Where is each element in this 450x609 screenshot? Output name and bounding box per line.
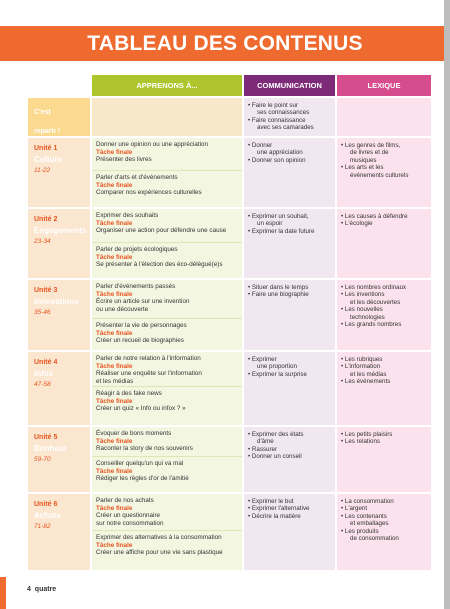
bullet: • [341,431,344,438]
lexique-item [341,520,428,527]
header-lexique: LEXIQUE [337,75,431,96]
communication-item [248,213,332,220]
learn-block [92,170,242,197]
final-task-label: Tâche finale [96,541,133,549]
lexique-text: Les nouvelles [344,306,383,314]
communication-item [248,498,332,505]
objective-text: Parler d'arts et d'événements [96,174,178,181]
communication-list [244,209,335,235]
page-number: 4 [27,586,31,593]
learn-cell [92,98,242,136]
communication-text: Exprimer la date future [251,227,315,235]
communication-cell [244,280,335,350]
lexique-text: et les médias [350,370,387,378]
learn-block [92,386,242,413]
learn-cell [92,427,242,492]
communication-list [244,427,335,461]
final-task-text: Créer un questionnaire [96,512,161,520]
final-task-text: et les médias [96,377,134,385]
learn-block [92,530,242,557]
learn-block [92,456,242,483]
communication-item [248,505,332,512]
bullet: • [341,498,344,505]
learn-block [92,352,242,385]
communication-item [248,356,332,363]
communication-text: Situer dans le temps [251,284,309,291]
final-task-text: Créer une affiche pour une vie sans plastique [96,549,223,557]
lexique-item [341,314,428,321]
communication-text: Faire connaissance [251,116,306,124]
lexique-list [337,138,431,179]
communication-list [244,280,335,299]
bullet: • [248,284,251,291]
communication-text: une proportion [257,363,297,371]
final-task-text: ou une découverte [96,305,149,313]
unit-name: Engagements [34,226,87,235]
final-task-label: Tâche finale [96,148,133,156]
unit-pages: 71-82 [34,523,51,530]
communication-item [248,371,332,378]
lexique-item [341,142,428,149]
lexique-text: technologies [350,313,385,321]
lexique-text: Les causes à défendre [344,213,408,220]
final-task-label: Tâche finale [96,219,133,227]
unit-cell [28,427,90,492]
final-task-label: Tâche finale [96,362,133,370]
bullet: • [248,156,251,164]
lexique-text: Les inventions [344,291,385,299]
communication-item [248,142,332,149]
unit-name: Infos [34,369,54,378]
communication-item [248,453,332,460]
communication-item [248,363,332,370]
communication-item [248,157,332,164]
lexique-text: Les relations [344,438,380,446]
communication-text: Exprimer le but [251,498,294,505]
bullet: • [248,142,251,149]
lexique-text: musiques [350,156,377,164]
communication-item [248,109,332,116]
lexique-item [341,213,428,220]
learn-block [92,280,242,313]
unit-title-line2: reparti ! [34,128,61,135]
lexique-text: Les contenants [344,512,387,520]
communication-item [248,220,332,227]
unit-pages: 23-34 [34,238,51,245]
final-task-text: Se présenter à l'élection des éco-délégué(e)s [96,261,223,269]
lexique-text: L'écologie [344,220,373,228]
bullet: • [341,321,344,329]
objective-text: Parler de projets écologiques [96,246,178,253]
communication-item [248,446,332,453]
lexique-text: Les grands nombres [344,321,402,329]
lexique-text: et emballages [350,520,389,528]
final-task-text: Réaliser une enquête sur l'information [96,370,202,378]
lexique-list [337,98,431,102]
final-task-label: Tâche finale [96,504,133,512]
learn-cell [92,209,242,278]
page-footer [27,586,56,593]
bullet: • [248,498,251,505]
lexique-item [341,498,428,505]
page-edge [444,0,450,609]
lexique-text: et les découvertes [350,298,401,306]
lexique-text: Les genres de films, [344,142,401,149]
communication-cell [244,138,335,207]
final-task-label: Tâche finale [96,329,133,337]
communication-text: Exprimer [251,356,277,363]
footer-accent [0,577,6,609]
bullet: • [341,378,344,386]
communication-item [248,149,332,156]
learn-cell [92,280,242,350]
lexique-list [337,280,431,328]
lexique-text: Les rubriques [344,356,383,363]
lexique-text: L'information [344,363,381,371]
communication-text: Exprimer un souhait, [251,213,309,220]
unit-title: Unité 4 [34,359,58,366]
bullet: • [248,356,251,363]
unit-cell [28,138,90,207]
lexique-item [341,438,428,445]
lexique-cell [337,427,431,492]
final-task-text: Présenter des livres [96,156,152,164]
final-task-label: Tâche finale [96,253,133,261]
lexique-item [341,321,428,328]
lexique-list [337,427,431,446]
unit-title: Unité 6 [34,501,58,508]
communication-item [248,513,332,520]
communication-item [248,284,332,291]
final-task-label: Tâche finale [96,290,133,298]
lexique-cell [337,494,431,570]
unit-title: Unité 2 [34,216,58,223]
lexique-list [337,494,431,542]
final-task-label: Tâche finale [96,467,133,475]
unit-title: C'est [34,109,51,116]
learn-block [92,427,242,453]
lexique-item [341,535,428,542]
unit-name: Bonheur [34,444,67,453]
unit-cell [28,209,90,278]
communication-cell [244,494,335,570]
lexique-text: L'argent [344,505,368,513]
bullet: • [248,505,251,513]
bullet: • [341,363,344,371]
lexique-item [341,363,428,370]
learn-block [92,138,242,164]
lexique-text: de consommation [350,535,399,543]
bullet: • [248,453,251,461]
lexique-item [341,528,428,535]
communication-text: une appréciation [257,149,303,157]
lexique-text: Les nombres ordinaux [344,284,407,291]
lexique-list [337,352,431,386]
header-communication: COMMUNICATION [244,75,335,96]
objective-text: Exprimer des souhaits [96,212,159,219]
unit-pages: 59-70 [34,456,51,463]
unit-title: Unité 1 [34,145,58,152]
communication-text: Donner [251,142,273,149]
lexique-text: Les produits [344,527,379,535]
bullet: • [341,306,344,314]
bullet: • [341,164,344,172]
communication-text: d'âme [257,438,274,446]
final-task-text: Raconter la story de nos souvenirs [96,445,193,453]
learn-block [92,242,242,269]
bullet: • [248,227,251,235]
learn-cell [92,494,242,570]
communication-text: avec ses camarades [257,124,314,132]
bullet: • [248,445,251,453]
communication-cell [244,209,335,278]
lexique-text: Les événements [344,378,391,386]
unit-pages: 11-22 [34,167,51,174]
objective-text: Exprimer des alternatives à la consommation [96,534,222,541]
objective-text: Présenter la vie de personnages [96,322,187,329]
communication-item [248,228,332,235]
lexique-item [341,378,428,385]
objective-text: Réagir à des fake news [96,390,162,397]
objective-text: Parler de notre relation à l'information [96,355,201,362]
bullet: • [341,438,344,446]
communication-item [248,102,332,109]
learn-block [92,318,242,345]
communication-text: Faire le point sur [251,102,298,109]
communication-item [248,124,332,131]
unit-pages: 47-58 [34,381,51,388]
final-task-text: Organiser une action pour défendre une cause [96,227,227,235]
bullet: • [248,116,251,124]
lexique-cell [337,98,431,136]
bullet: • [248,370,251,378]
unit-cell [28,494,90,570]
lexique-item [341,431,428,438]
final-task-text: sur notre consommation [96,519,164,527]
communication-text: Décrire la matière [251,512,301,520]
communication-cell [244,352,335,425]
page-word: quatre [34,586,57,593]
communication-text: Donner son opinion [251,156,306,164]
bullet: • [341,142,344,149]
bullet: • [341,505,344,513]
final-task-label: Tâche finale [96,181,133,189]
communication-text: ses connaissances [257,109,310,117]
bullet: • [341,220,344,228]
learn-cell [92,352,242,425]
lexique-text: La consommation [344,498,394,505]
lexique-item [341,299,428,306]
bullet: • [341,527,344,535]
lexique-cell [337,138,431,207]
lexique-text: Les petits plaisirs [344,431,393,438]
final-task-text: Créer un quiz « Info ou infox ? » [96,405,186,413]
unit-cell [28,98,90,136]
lexique-item [341,371,428,378]
header-apprenons: APPRENONS À... [92,75,242,96]
unit-cell [28,280,90,350]
communication-text: Faire une biographie [251,291,309,299]
learn-cell [92,138,242,207]
communication-text: Exprimer des états [251,431,304,438]
unit-name: Achats [34,511,61,520]
bullet: • [248,213,251,220]
learn-block [92,209,242,235]
communication-list [244,352,335,378]
lexique-text: de livres et de [350,149,389,157]
learn-block [92,494,242,527]
communication-list [244,98,335,132]
final-task-label: Tâche finale [96,437,133,445]
communication-text: Exprimer l'alternative [251,505,310,513]
communication-text: Rassurer [251,445,278,453]
communication-text: Exprimer la surprise [251,370,307,378]
top-margin [0,0,450,26]
lexique-item [341,157,428,164]
objective-text: Évoquer de bons moments [96,430,172,437]
bullet: • [341,291,344,299]
lexique-item [341,505,428,512]
communication-cell [244,427,335,492]
lexique-item [341,306,428,313]
unit-title: Unité 3 [34,287,58,294]
bullet: • [341,356,344,363]
communication-list [244,494,335,520]
bullet: • [248,291,251,299]
communication-item [248,117,332,124]
lexique-item [341,513,428,520]
lexique-text: Les arts et les [344,164,384,172]
unit-cell [28,352,90,425]
objective-text: Parler d'événements passés [96,283,176,290]
bullet: • [248,512,251,520]
final-task-text: Créer un recueil de biographies [96,337,184,345]
bullet: • [341,213,344,220]
lexique-cell [337,352,431,425]
lexique-item [341,291,428,298]
lexique-cell [337,209,431,278]
lexique-item [341,172,428,179]
communication-text: Donner un conseil [251,453,302,461]
communication-item [248,431,332,438]
bullet: • [341,284,344,291]
lexique-list [337,209,431,228]
lexique-item [341,149,428,156]
final-task-text: Écrire un article sur une invention [96,298,190,306]
objective-text: Parler de nos achats [96,497,154,504]
final-task-label: Tâche finale [96,397,133,405]
final-task-text: Comparer nos expériences culturelles [96,189,202,197]
communication-text: un espoir [257,220,283,228]
lexique-item [341,284,428,291]
lexique-item [341,164,428,171]
unit-name: Innovations [34,297,79,306]
communication-item [248,291,332,298]
bullet: • [248,102,251,109]
page-title: TABLEAU DES CONTENUS [87,32,363,55]
final-task-text: Rédiger les règles d'or de l'amitié [96,475,189,483]
unit-title: Unité 5 [34,434,58,441]
lexique-text: événements culturels [350,171,409,179]
lexique-cell [337,280,431,350]
communication-list [244,138,335,164]
objective-text: Donner une opinion ou une appréciation [96,141,209,148]
lexique-item [341,356,428,363]
bullet: • [341,512,344,520]
unit-pages: 35-46 [34,309,51,316]
lexique-item [341,220,428,227]
communication-cell [244,98,335,136]
objective-text: Conseiller quelqu'un qui va mal [96,460,184,467]
communication-item [248,438,332,445]
bullet: • [248,431,251,438]
unit-name: Culture [34,155,62,164]
